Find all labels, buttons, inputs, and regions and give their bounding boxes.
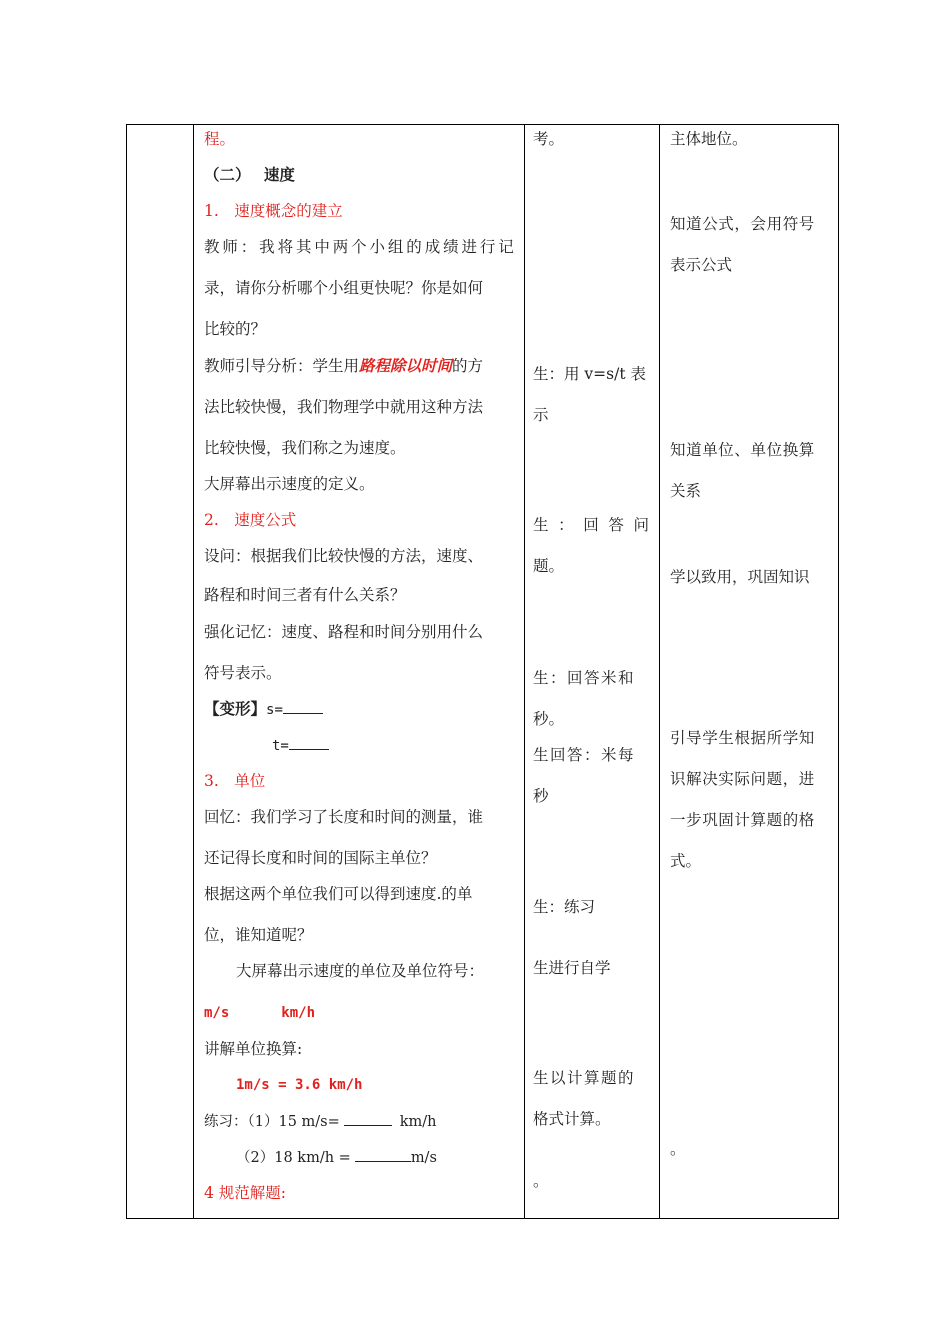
student-text: 生 ： 回 答 问 <box>533 516 649 534</box>
intent-text: 关系 <box>670 482 702 500</box>
formula-variant-t <box>272 735 329 756</box>
paragraph-line <box>204 356 483 376</box>
blank-line <box>283 699 323 714</box>
paragraph-line: 路程和时间三者有什么关系？ <box>204 586 406 604</box>
paragraph-line: 位，谁知道呢？ <box>204 926 313 944</box>
stage-column <box>127 125 194 1219</box>
exercise-text: （2）18 km/h = <box>236 1150 351 1166</box>
paragraph-line: 大屏幕出示速度的单位及单位符号： <box>236 962 485 980</box>
student-text: 生以计算题的 <box>533 1069 636 1087</box>
paragraph-line: 回忆：我们学习了长度和时间的测量，谁 <box>204 808 484 826</box>
paragraph-line: 讲解单位换算: <box>204 1040 303 1058</box>
paragraph-text: 的方 <box>452 357 484 375</box>
exercise-2 <box>236 1147 437 1168</box>
unit-symbols <box>204 1003 315 1023</box>
paragraph-line: 强化记忆：速度、路程和时间分别用什么 <box>204 623 484 641</box>
heading-speed-concept: 1. 速度概念的建立 <box>204 202 343 220</box>
exercise-1 <box>204 1111 437 1132</box>
student-text: 生进行自学 <box>533 959 611 977</box>
student-text: 生：用 v=s/t 表 <box>533 365 647 383</box>
paragraph-line: 比较的？ <box>204 320 267 338</box>
heading-unit: 3. 单位 <box>204 772 266 790</box>
heading-speed-formula: 2. 速度公式 <box>204 511 297 529</box>
student-activity-column <box>525 125 660 1219</box>
blank-line <box>355 1147 411 1162</box>
paragraph-line: 设问：根据我们比较快慢的方法，速度、 <box>204 547 484 565</box>
heading-standard-solution: 4 规范解题: <box>204 1184 287 1202</box>
unit-ms: m/s <box>204 1005 230 1021</box>
student-text: 考。 <box>533 130 565 148</box>
paragraph-line: 符号表示。 <box>204 664 282 682</box>
paragraph-line: 录，请你分析哪个小组更快呢？你是如何 <box>204 279 484 297</box>
intent-text: 表示公式 <box>670 256 733 274</box>
unit-kmh: km/h <box>281 1005 316 1021</box>
student-text: 。 <box>533 1172 549 1190</box>
student-text: 题。 <box>533 557 565 575</box>
intent-text: 引导学生根据所学知 <box>670 729 815 747</box>
intent-text: 学以致用，巩固知识 <box>670 568 810 586</box>
design-intent-column <box>660 125 839 1219</box>
variant-label: 【变形】 <box>204 700 267 718</box>
paragraph-line: 大屏幕出示速度的定义。 <box>204 475 375 493</box>
intent-text: 式。 <box>670 852 702 870</box>
student-text: 秒。 <box>533 710 565 728</box>
student-text: 生回答：米每 <box>533 746 636 764</box>
formula-variant-s <box>204 699 323 720</box>
student-text: 示 <box>533 406 549 424</box>
student-text: 生：练习 <box>533 898 596 916</box>
variant-s: s= <box>266 702 283 718</box>
highlighted-phrase: 路程除以时间 <box>359 357 453 375</box>
teacher-activity-column <box>194 125 525 1219</box>
intent-text: 主体地位。 <box>670 130 748 148</box>
intent-text: 识解决实际问题，进 <box>670 770 815 788</box>
exercise-unit: km/h <box>399 1114 437 1130</box>
intent-text: 知道公式，会用符号 <box>670 215 815 233</box>
lesson-plan-table <box>126 124 839 1219</box>
paragraph-line: 根据这两个单位我们可以得到速度.的单 <box>204 885 473 903</box>
conversion-formula: 1m/s = 3.6 km/h <box>236 1077 363 1093</box>
intent-text: 。 <box>670 1140 686 1158</box>
section-heading <box>204 165 295 185</box>
paragraph-line: 教 师 ： 我 将 其 中 两 个 小 组 的 成 绩 进 行 记 <box>204 238 514 256</box>
paragraph-line: 还记得长度和时间的国际主单位？ <box>204 849 437 867</box>
intent-text: 知道单位、单位换算 <box>670 441 815 459</box>
blank-line <box>344 1111 392 1126</box>
continued-text: 程。 <box>204 130 236 148</box>
intent-text: 一步巩固计算题的格 <box>670 811 815 829</box>
student-text: 秒 <box>533 787 549 805</box>
variant-t: t= <box>272 738 289 754</box>
section-number: （二） <box>204 166 251 184</box>
section-title: 速度 <box>263 166 295 184</box>
paragraph-text: 教师引导分析：学生用 <box>204 357 360 375</box>
exercise-unit: m/s <box>410 1150 437 1166</box>
student-text: 生：回答米和 <box>533 669 636 687</box>
blank-line <box>289 735 329 750</box>
exercise-text: 练习：（1）15 m/s= <box>204 1114 340 1130</box>
student-text: 格式计算。 <box>533 1110 611 1128</box>
paragraph-line: 法比较快慢，我们物理学中就用这种方法 <box>204 398 484 416</box>
paragraph-line: 比较快慢，我们称之为速度。 <box>204 439 406 457</box>
table-row <box>127 125 839 1219</box>
